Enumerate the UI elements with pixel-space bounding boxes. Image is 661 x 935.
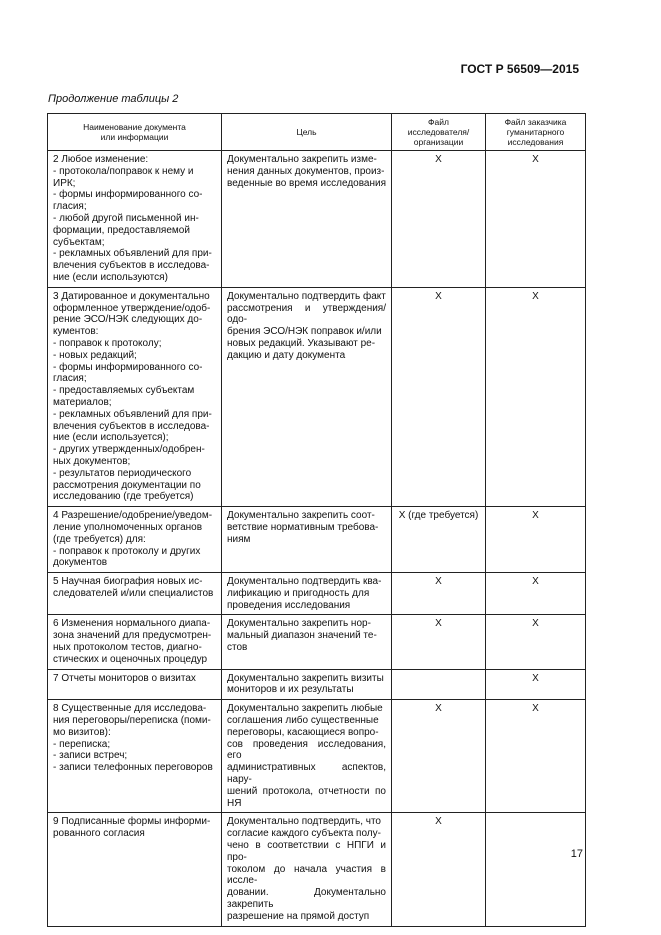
cell-text-line: ных протоколом тестов, диагно- <box>53 642 202 654</box>
cell-text-line: 3 Датированное и документально <box>53 290 210 302</box>
cell-text-line: ние (если используется); <box>53 432 169 444</box>
table-header-row <box>48 114 586 151</box>
cell-text-line: Документально подтвердить ква- <box>227 576 382 588</box>
cell-text-line: исследованию (где требуется) <box>53 491 194 503</box>
cell-text-line: влечения субъектов в исследова- <box>53 420 210 432</box>
cell-text-line: ление уполномоченных органов <box>53 521 203 533</box>
cell-goal <box>222 287 392 506</box>
cell-text-line: - новых редакций; <box>53 349 137 361</box>
cell-goal <box>222 507 392 573</box>
table-row <box>48 813 586 926</box>
cell-text-line: ние (если используются) <box>53 271 168 283</box>
cell-text-line: Документально закрепить визиты <box>227 672 384 684</box>
cell-text-line: токолом до начала участия в иссле- <box>227 863 386 887</box>
cell-text-line: сов проведения исследования, его <box>227 738 386 762</box>
cell-text-line: Файл заказчика <box>504 117 567 127</box>
cell-text-line: рассмотрения и утверждения/одо- <box>227 302 386 326</box>
cell-document-name <box>48 507 222 573</box>
cell-text-line: Наименование документа <box>83 122 186 132</box>
cell-text-line: влечения субъектов в исследова- <box>53 260 210 272</box>
cell-text-line: - поправок к протоколу; <box>53 337 162 349</box>
cell-text-line: 2 Любое изменение: <box>53 154 149 165</box>
documents-table <box>47 113 586 927</box>
cell-text-line: согласие каждого субъекта полу- <box>227 828 381 840</box>
cell-text-line: 4 Разрешение/одобрение/уведом- <box>53 510 213 522</box>
cell-sponsor-file: X <box>486 669 586 700</box>
cell-text-line: новых редакций. Указывают ре- <box>227 337 376 349</box>
cell-text-line: Файл <box>428 117 449 127</box>
cell-document-name <box>48 287 222 506</box>
cell-text-line: гласия; <box>53 201 87 213</box>
cell-document-name <box>48 573 222 615</box>
page-number: 17 <box>570 848 583 860</box>
cell-sponsor-file: X <box>486 573 586 615</box>
cell-text-line: Документально закрепить изме- <box>227 154 377 165</box>
cell-sponsor-file: X <box>486 287 586 506</box>
cell-text-line: веденные во время исследования <box>227 177 386 189</box>
cell-goal <box>222 615 392 669</box>
cell-text-line: лификацию и пригодность для <box>227 587 370 599</box>
cell-text-line: ИРК; <box>53 177 76 189</box>
cell-text-line: кументов: <box>53 326 99 338</box>
cell-text-line: стов <box>227 642 248 654</box>
cell-sponsor-file: X <box>486 615 586 669</box>
cell-text-line: следователей и/или специалистов <box>53 587 214 599</box>
cell-text-line: дакцию и дату документа <box>227 349 346 361</box>
cell-text-line: - других утвержденных/одобрен- <box>53 444 205 456</box>
cell-text-line: - записи телефонных переговоров <box>53 762 213 774</box>
table-caption: Продолжение таблицы 2 <box>48 93 179 105</box>
cell-text-line: или информации <box>100 132 169 142</box>
cell-text-line: соглашения либо существенные <box>227 715 379 727</box>
table-row <box>48 287 586 506</box>
cell-text-line: организации <box>413 137 464 147</box>
cell-text-line: проведения исследования <box>227 599 351 611</box>
standard-code: ГОСТ Р 56509—2015 <box>460 62 579 76</box>
cell-text-line: документов <box>53 557 108 569</box>
cell-text-line: Документально закрепить любые <box>227 703 383 715</box>
cell-investigator-file: X <box>392 573 486 615</box>
cell-investigator-file: X <box>392 151 486 288</box>
table-row <box>48 615 586 669</box>
cell-text-line: - любой другой письменной ин- <box>53 212 199 224</box>
cell-text-line: Документально закрепить соот- <box>227 510 375 522</box>
cell-text-line: 6 Изменения нормального диапа- <box>53 618 211 630</box>
cell-text-line: рованного согласия <box>53 828 145 840</box>
cell-goal <box>222 573 392 615</box>
cell-text-line: ниям <box>227 533 251 545</box>
cell-text-line: - предоставляемых субъектам <box>53 385 195 397</box>
cell-text-line: разрешение на прямой доступ <box>227 910 370 922</box>
cell-text-line: ветствие нормативным требова- <box>227 521 379 533</box>
cell-text-line: рение ЭСО/НЭК следующих до- <box>53 314 203 326</box>
cell-text-line: 7 Отчеты мониторов о визитах <box>53 672 196 684</box>
cell-text-line: довании. Документально закрепить <box>227 887 386 911</box>
cell-text-line: административных аспектов, нару- <box>227 762 386 786</box>
cell-investigator-file: X (где требуется) <box>392 507 486 573</box>
cell-investigator-file: X <box>392 615 486 669</box>
cell-text-line: брения ЭСО/НЭК поправок и/или <box>227 326 382 338</box>
cell-text-line: субъектам; <box>53 236 105 248</box>
table-row <box>48 507 586 573</box>
cell-text-line: - формы информированного со- <box>53 361 203 373</box>
cell-document-name <box>48 151 222 288</box>
cell-goal <box>222 700 392 813</box>
table-row <box>48 151 586 288</box>
cell-sponsor-file: X <box>486 151 586 288</box>
cell-text-line: исследования <box>507 137 564 147</box>
cell-document-name <box>48 669 222 700</box>
cell-text-line: - результатов периодического <box>53 467 192 479</box>
table-row <box>48 669 586 700</box>
cell-text-line: Документально закрепить нор- <box>227 618 371 630</box>
cell-text-line: 8 Существенные для исследова- <box>53 703 207 715</box>
cell-document-name <box>48 700 222 813</box>
cell-text-line: - рекламных объявлений для при- <box>53 408 212 420</box>
cell-text-line: 5 Научная биография новых ис- <box>53 576 203 588</box>
cell-text-line: мо визитов): <box>53 726 111 738</box>
cell-text-line: ных документов; <box>53 455 131 467</box>
cell-investigator-file: X <box>392 700 486 813</box>
cell-text-line: нения данных документов, произ- <box>227 165 385 177</box>
header-goal <box>222 114 392 151</box>
cell-text-line: - протокола/поправок к нему и <box>53 165 194 177</box>
cell-document-name <box>48 615 222 669</box>
cell-goal <box>222 669 392 700</box>
cell-investigator-file <box>392 669 486 700</box>
cell-text-line: материалов; <box>53 396 112 408</box>
cell-text-line: гласия; <box>53 373 87 385</box>
cell-text-line: Цель <box>296 127 317 137</box>
cell-goal <box>222 813 392 926</box>
cell-text-line: ния переговоры/переписка (поми- <box>53 715 211 727</box>
cell-text-line: (где требуется) для: <box>53 533 146 545</box>
cell-document-name <box>48 813 222 926</box>
header-document-name <box>48 114 222 151</box>
cell-text-line: гуманитарного <box>506 127 565 137</box>
cell-sponsor-file: X <box>486 700 586 813</box>
cell-text-line: зона значений для предусмотрен- <box>53 630 212 642</box>
cell-text-line: чено в соответствии с НПГИ и про- <box>227 840 386 863</box>
table-row <box>48 573 586 615</box>
cell-text-line: переговоры, касающиеся вопро- <box>227 726 379 738</box>
cell-text-line: Документально подтвердить факт <box>227 290 386 302</box>
cell-text-line: - поправок к протоколу и других <box>53 545 201 557</box>
cell-text-line: 9 Подписанные формы информи- <box>53 816 211 828</box>
cell-text-line: Документально подтвердить, что <box>227 816 381 828</box>
table-row <box>48 700 586 813</box>
cell-investigator-file: X <box>392 287 486 506</box>
header-sponsor-file <box>486 114 586 151</box>
cell-sponsor-file <box>486 813 586 926</box>
cell-text-line: мальный диапазон значений те- <box>227 630 377 642</box>
cell-text-line: формации, предоставляемой <box>53 224 190 236</box>
cell-text-line: - формы информированного со- <box>53 189 203 201</box>
cell-text-line: шений протокола, отчетности по НЯ <box>227 785 386 809</box>
cell-text-line: - записи встреч; <box>53 750 128 762</box>
header-investigator-file <box>392 114 486 151</box>
cell-text-line: - рекламных объявлений для при- <box>53 248 212 260</box>
cell-goal <box>222 151 392 288</box>
cell-text-line: оформленное утверждение/одоб- <box>53 302 211 314</box>
cell-investigator-file: X <box>392 813 486 926</box>
cell-text-line: исследователя/ <box>407 127 470 137</box>
cell-text-line: рассмотрения документации по <box>53 479 201 491</box>
cell-text-line: мониторов и их результаты <box>227 684 354 696</box>
cell-text-line: - переписка; <box>53 738 111 750</box>
cell-text-line: стических и оценочных процедур <box>53 653 208 665</box>
cell-sponsor-file: X <box>486 507 586 573</box>
